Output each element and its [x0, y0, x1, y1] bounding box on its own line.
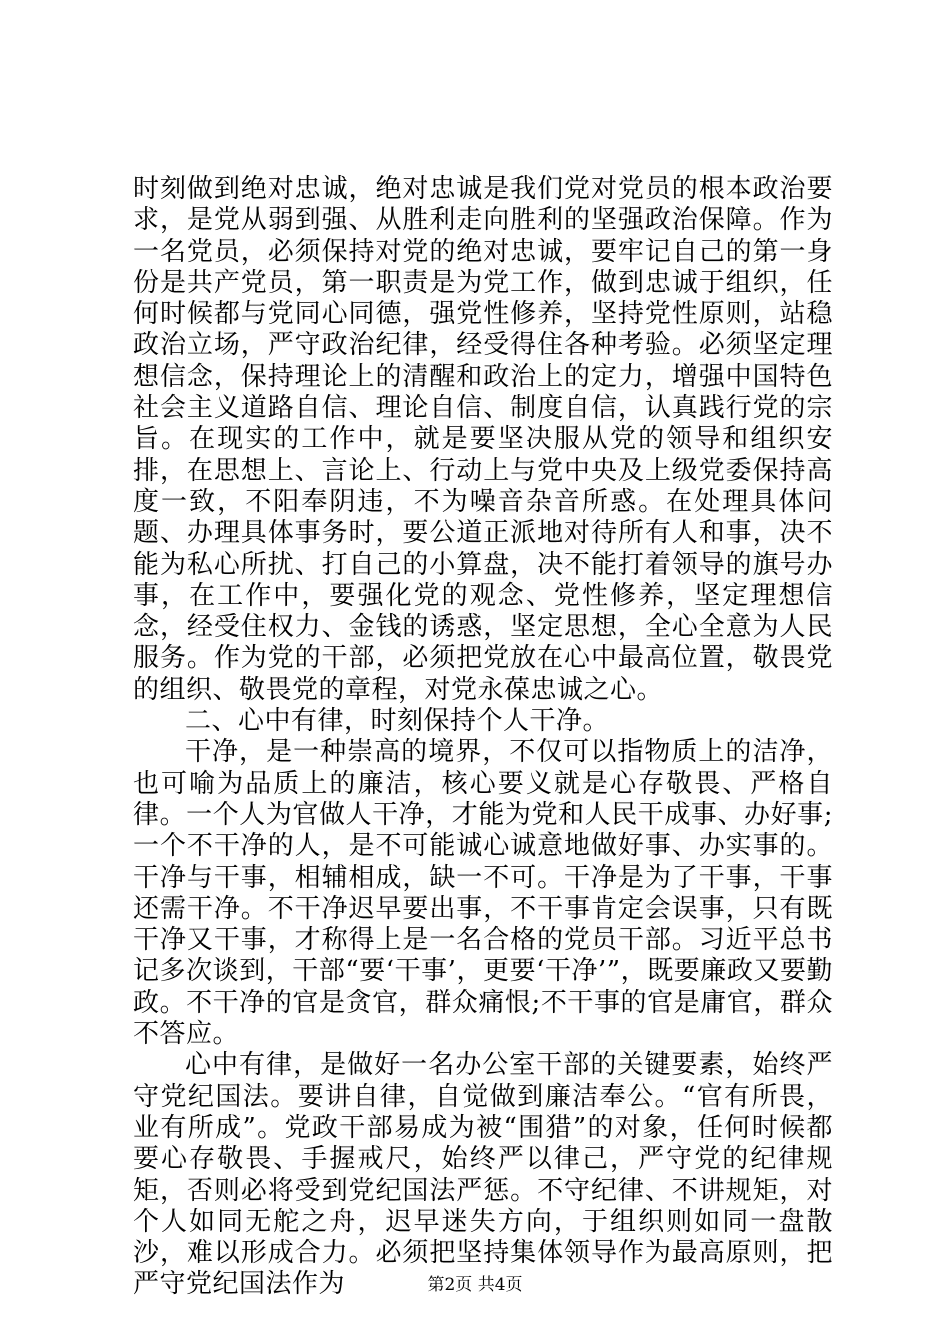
- paragraph-loyalty: 时刻做到绝对忠诚，绝对忠诚是我们党对党员的根本政治要求，是党从弱到强、从胜利走向胜利的坚强政治保障。作为一名党员，必须保持对党的绝对忠诚，要牢记自己的第一身份是共产党员，第一职责是为党工作，做到忠诚于组织，任何时候都与党同心同德，强党性修养，坚持党性原则，站稳政治立场，严守政治纪律，经受得住各种考验。必须坚定理想信念，保持理论上的清醒和政治上的定力，增强中国特色社会主义道路自信、理论自信、制度自信，认真践行党的宗旨。在现实的工作中，就是要坚决服从党的领导和组织安排，在思想上、言论上、行动上与党中央及上级党委保持高度一致，不阳奉阴违，不为噪音杂音所惑。在处理具体问题、办理具体事务时，要公道正派地对待所有人和事，决不能为私心所扰、打自己的小算盘，决不能打着领导的旗号办事，在工作中，要强化党的观念、党性修养，坚定理想信念，经受住权力、金钱的诱惑，坚定思想，全心全意为人民服务。作为党的干部，必须把党放在心中最高位置，敬畏党的组织、敬畏党的章程，对党永葆忠诚之心。: [133, 174, 833, 705]
- page-footer: 第2页 共4页: [427, 1275, 523, 1295]
- document-body: [133, 174, 833, 1301]
- paragraph-self-discipline: 心中有律，是做好一名办公室干部的关键要素，始终严守党纪国法。要讲自律，自觉做到廉洁奉公。“官有所畏，业有所成”。党政干部易成为被“围猎”的对象，任何时候都要心存敬畏、手握戒尺，始终严以律己，严守党的纪律规矩，否则必将受到党纪国法严惩。不守纪律、不讲规矩，对个人如同无舵之舟，迟早迷失方向，于组织则如同一盘散沙，难以形成合力。必须把坚持集体领导作为最高原则，把严守党纪国法作为: [133, 1050, 833, 1300]
- paragraph-cleanliness: 干净，是一种崇高的境界，不仅可以指物质上的洁净，也可喻为品质上的廉洁，核心要义就是心存敬畏、严格自律。一个人为官做人干净，才能为党和人民干成事、办好事;一个不干净的人，是不可能诚心诚意地做好事、办实事的。干净与干事，相辅相成，缺一不可。干净是为了干事，干事还需干净。不干净迟早要出事，不干事肯定会误事，只有既干净又干事，才称得上是一名合格的党员干部。习近平总书记多次谈到，干部“要‘干事’，更要‘干净’”，既要廉政又要勤政。不干净的官是贪官，群众痛恨;不干事的官是庸官，群众不答应。: [133, 737, 833, 1050]
- section-heading-discipline: 二、心中有律，时刻保持个人干净。: [185, 706, 610, 737]
